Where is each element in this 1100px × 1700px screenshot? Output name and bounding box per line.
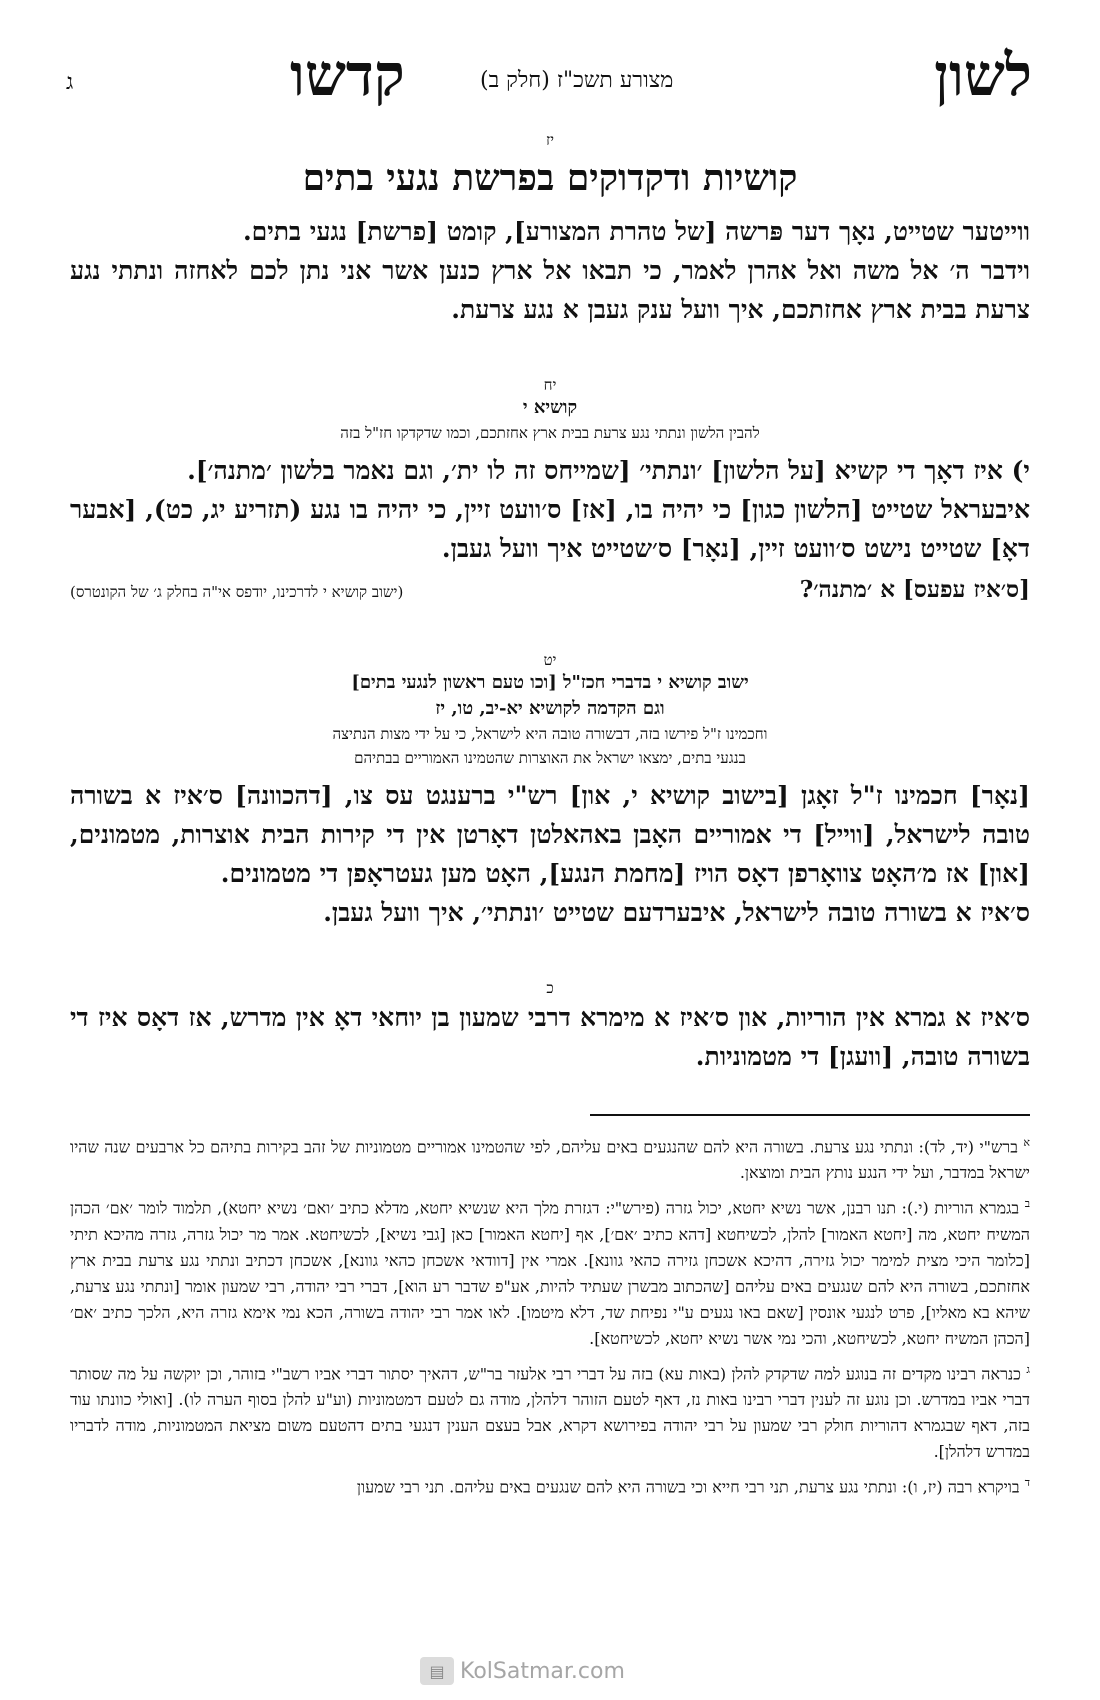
footnote	[70, 1130, 1030, 1186]
section-19-paragraph-1: [נאָר] חכמינו ז"ל זאָגן [בישוב קושיא י, און] רש"י ברענגט עס צו, [דהכוונה] ס׳איז א בשורה טובה לישראל, [ווייל] די אמוריים האָבן באהאלטן דאָרטן אין די קירות הבית אוצרות, מטמונים, [און] אז מ׳האָט צוואָרפן דאָס הויז [מחמת הנגע], האָט מען געטראָפן די מטמונים.	[70, 781, 1030, 888]
footnote-text: ברש"י (יד, לד): ונתתי נגע צרעת. בשורה היא להם שהנגעים באים עליהם, לפי שהטמינו אמוריים מטמוניות של זהב בקירות בתיהם כל ארבעים שנה שהיו ישראל במדבר, ועל ידי הנגע נותץ הבית ומוצאן.	[70, 1137, 1030, 1183]
section-19-paragraph-2: ס׳איז א בשורה טובה לישראל, איבערדעם שטייט ׳ונתתי׳, איך וועל געבן.	[323, 898, 1030, 927]
header-kodsho: קדשו	[290, 41, 405, 109]
footnote	[70, 1357, 1030, 1465]
section-18-paragraph-2: איבעראל שטייט [הלשון כגון] כי יהיה בו, [אז] ס׳וועט זיין, כי יהיה בו נגע (תזריע יג, כט), [אבער דאָ] שטייט נישט ס׳וועט זיין, [נאָר] ס׳שטייט איך וועל געבן.	[70, 495, 1030, 563]
page-content	[70, 130, 1030, 1505]
footnote-text: בגמרא הוריות (י.): תנו רבנן, אשר נשיא יחטא, יכול גזרה (פירש"י: דגזרת מלך היא שנשיא יחטא, מדלא כתיב ׳ואם׳ נשיא יחטא), תלמוד לומר ׳אם׳ הכהן המשיח יחטא, מה [יחטא האמור] להלן, לכשיחטא [דהא כתיב ׳אם׳], אף [יחטא האמור] כאן [גבי נשיא], לכשיחטא. אמר מר יכול גזרה, גזרה מהיכא תיתי [כלומר היכי מצית למימר יכול גזירה, דהיכא אשכחן גזירה כהאי גוונא]. אמרי אין [דוודאי אשכחן כהאי גוונא], אשכחן דכתיב ונתתי נגע צרעת בבית ארץ אחזתכם, בשורה היא להם שנגעים באים עליהם [שהכתוב מבשרן שעתיד להיות, אע"פ שדבר רע הוא], דברי רבי יהודה, רבי שמעון אומר [ונתתי נגע צרעת, שיהא בא מאליו], פרט לנגעי אונסין [שאם באו נגעים ע"י נפיחת שד, דלא מיטמו]. לאו אמר רבי יהודה בשורה, הכא נמי אימא גזרה היא, הלכך כתיב ׳אם׳ [הכהן המשיח יחטא, לכשיחטא, והכי נמי אשר נשיא יחטא, לכשיחטא].	[70, 1198, 1031, 1348]
watermark-logo-icon: ▤	[420, 1657, 454, 1685]
section-18-question: [ס׳איז עפעס] א ׳מתנה׳?	[799, 576, 1030, 603]
section-20-paragraph-1: ס׳איז א גמרא אין הוריות, און ס׳איז א מימרא דרבי שמעון בן יוחאי דאָ אין מדרש, אז דאָס איז די בשורה טובה, [וועגן] די מטמוניות.	[70, 1003, 1030, 1071]
page-header	[60, 40, 1040, 110]
page-number: ג	[66, 70, 74, 95]
watermark-text: KolSatmar.com	[460, 1658, 625, 1684]
section-title: קושיות ודקדוקים בפרשת נגעי בתים	[302, 157, 798, 199]
footnote-divider	[590, 1114, 1030, 1116]
footnote-text: בויקרא רבה (יז, ו): ונתתי נגע צרעת, תני רבי חייא וכי בשורה היא להם שנגעים באים עליהם. תני רבי שמעון	[356, 1477, 1020, 1497]
section-number-18: יח	[543, 376, 557, 394]
footnote	[70, 1470, 1030, 1500]
section-18-question-row	[70, 572, 1030, 610]
section-19-heading-2: וגם הקדמה לקושיא יא-יב, טו, יז	[435, 698, 665, 719]
section-18-question-note: (ישוב קושיא י לדרכינו, יודפס אי"ה בחלק ג׳ של הקונטרס)	[70, 583, 404, 601]
footnote-text: כנראה רבינו מקדים זה בנוגע למה שדקדק להלן (באות עא) בזה על דברי רבי אלעזר בר"ש, דהאיך יסתור דברי אביו רשב"י בזוהר, וכן יוקשה על מה שסותר דברי אביו במדרש. וכן נוגע זה לענין דברי רבינו באות נז, דאף לטעם הזוהר דלהלן, מודה גם לטעם דמטמוניות (וע"ע להלן בסוף הערה לו). [ואולי כוונתו עוד בזה, דאף שבגמרא דהוריות חולק רבי שמעון על רבי יהודה בפירושא דקרא, אבל בעצם הענין דנגעי בתים דהטעם משום מציאת המטמוניות, מודה לדבריו במדרש דלהלן].	[70, 1363, 1031, 1461]
section-17-verse: וידבר ה׳ אל משה ואל אהרן לאמר, כי תבאו אל ארץ כנען אשר אני נתן לכם לאחזה ונתתי נגע צרעת בבית ארץ אחזתכם, איך וועל ענק געבן א נגע צרעת.	[70, 256, 1030, 324]
section-18-paragraph-1: י) איז דאָך די קשיא [על הלשון] ׳ונתתי׳ [שמייחס זה לו ית׳, וגם נאמר בלשון ׳מתנה׳].	[187, 456, 1030, 485]
kushya-heading: קושיא י	[522, 397, 578, 418]
section-19-note-1: וחכמינו ז"ל פירשו בזה, דבשורה טובה היא לישראל, כי על ידי מצות הנתיצה	[332, 725, 768, 743]
footnote	[70, 1191, 1030, 1351]
section-19-heading-1: ישוב קושיא י בדברי חכז"ל [וכו טעם ראשון לנגעי בתים]	[351, 672, 749, 693]
footnote-mark: ב	[1024, 1197, 1030, 1211]
section-number-20: כ	[546, 979, 554, 997]
footnote-mark: ד	[1024, 1475, 1030, 1489]
header-lashon: לשון	[934, 41, 1032, 109]
kushya-note: להבין הלשון ונתתי נגע צרעת בבית ארץ אחזתכם, וכמו שדקדקו חז"ל בזה	[340, 424, 760, 442]
footnote-mark: ג	[1026, 1362, 1030, 1376]
site-watermark	[420, 1655, 660, 1687]
section-17-paragraph-1: ווייטער שטייט, נאָך דער פּרשה [של טהרת המצורע], קומט [פרשת] נגעי בתים.	[242, 217, 1030, 246]
section-19-note-2: בנגעי בתים, ימצאו ישראל את האוצרות שהטמינו האמוריים בבתיהם	[354, 749, 746, 767]
footnote-mark: א	[1023, 1136, 1030, 1149]
section-number-17: יז	[545, 131, 555, 149]
header-parsha: מצורע תשכ"ז (חלק ב)	[480, 68, 674, 93]
section-number-19: יט	[543, 651, 557, 669]
